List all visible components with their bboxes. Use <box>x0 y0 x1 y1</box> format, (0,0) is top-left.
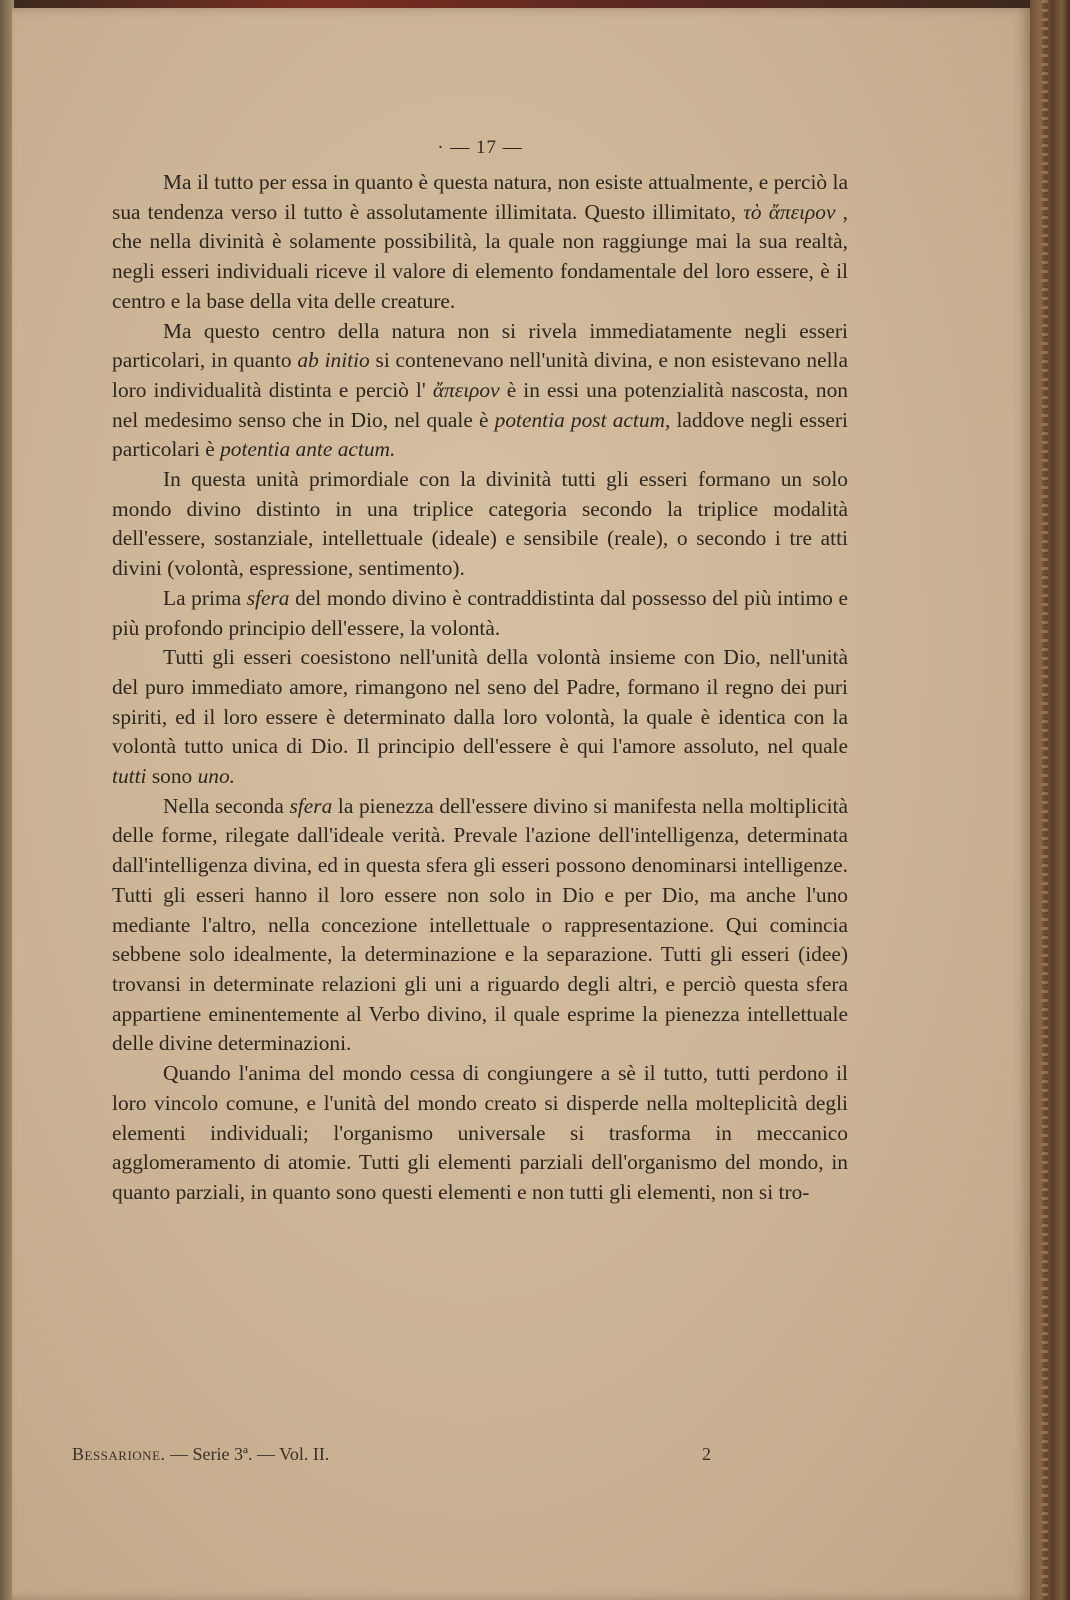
text-run: Quando l'anima del mondo cessa di congiungere a sè il tutto, tutti perdono il loro vincolo comune, e l'unità del mondo creato si disperde nella molteplicità degli elementi individuali; l'organismo universale si trasforma in meccanico agglomeramento di atomie. Tutti gli elementi parziali dell'organismo del mondo, in quanto parziali, in quanto sono questi elementi e non tutti gli elementi, non si tro- <box>112 1061 848 1204</box>
paragraph <box>112 168 848 317</box>
italic-text: sfera <box>246 585 290 610</box>
italic-text: tutti <box>112 764 147 789</box>
page-number: · — 17 — <box>437 137 523 158</box>
text-run: si contenevano nell'unità divina, e non esistevano nella loro individualità distinta e perciò l' <box>112 348 848 402</box>
text-run: Ma questo centro della natura non si rivela immediatamente negli esseri particolari, in quanto <box>112 318 848 373</box>
journal-name: Bessarione. <box>72 1444 166 1464</box>
paragraph <box>112 792 848 1059</box>
italic-text: potentia post actum, <box>494 407 671 432</box>
series-volume: — Serie 3ª. — Vol. II. <box>170 1444 330 1464</box>
italic-text: potentia ante actum. <box>220 437 396 462</box>
paragraph <box>112 584 848 643</box>
text-run: la pienezza dell'essere divino si manifesta nella moltiplicità delle forme, rilegate dall'ideale verità. Prevale l'azione dell'intelligenza, determinata dall'intelligenza divina, ed in questa sfera gli esseri possono denominarsi intelligenze. Tutti gli esseri hanno il loro essere non solo in Dio e per Dio, ma anche l'uno mediante l'altro, nella concezione intellettuale o rappresentazione. Qui comincia sebbene solo idealmente, la determinazione e la separazione. Tutti gli esseri (idee) trovansi in determinate relazioni gli uni a riguardo degli altri, e perciò questa sfera appartiene eminentemente al Verbo divino, il quale esprime la pienezza intellettuale delle divine determinazioni. <box>112 793 848 1056</box>
text-run: sono <box>146 764 198 789</box>
text-run: Tutti gli esseri coesistono nell'unità della volontà insieme con Dio, nell'unità del puro immediato amore, rimangono nel seno del Padre, formano il regno dei puri spiriti, ed il loro essere è determinato dalla loro volontà, la quale è identica con la volontà tutto unica di Dio. Il principio dell'essere è qui l'amore assoluto, nel quale <box>112 645 848 759</box>
text-run: , che nella divinità è solamente possibilità, la quale non raggiunge mai la sua realtà, negli esseri individuali riceve il valore di elemento fondamentale del loro essere, è il centro e la base della vita delle creature. <box>112 199 848 313</box>
italic-text: sfera <box>289 793 333 818</box>
text-run: In questa unità primordiale con la divinità tutti gli esseri formano un solo mondo divino distinto in una triplice categoria secondo la triplice modalità dell'essere, sostanziale, intellettuale (ideale) e sensibile (reale), o secondo i tre atti divini (volontà, espressione, sentimento). <box>112 467 848 581</box>
italic-text: uno. <box>197 764 236 789</box>
signature-mark: 2 <box>702 1444 711 1464</box>
italic-text: ab initio <box>297 348 370 373</box>
text-run: La prima <box>163 585 247 610</box>
page-footer <box>72 1444 772 1465</box>
text-run: Ma il tutto per essa in quanto è questa natura, non esiste attualmente, e perciò la sua tendenza verso il tutto è assolutamente illimitata. Questo illimitato, <box>112 170 848 224</box>
paragraph <box>112 465 848 584</box>
text-run: Nella seconda <box>163 793 290 818</box>
paragraph <box>112 1059 848 1208</box>
text-run: è in essi una potenzialità nascosta, non nel medesimo senso che in Dio, nel quale è <box>112 377 848 432</box>
paragraph <box>112 643 848 792</box>
paper-sheet <box>12 8 1030 1600</box>
text-body <box>112 168 848 1208</box>
italic-text: ἄπειρον <box>432 377 500 402</box>
book-spine <box>1030 0 1070 1600</box>
text-run: del mondo divino è contraddistinta dal possesso del più intimo e più profondo principio dell'essere, la volontà. <box>112 585 848 640</box>
paragraph <box>112 317 848 466</box>
italic-text: τὸ ἄπειρον <box>743 199 836 224</box>
text-run: laddove negli esseri particolari è <box>112 407 848 462</box>
